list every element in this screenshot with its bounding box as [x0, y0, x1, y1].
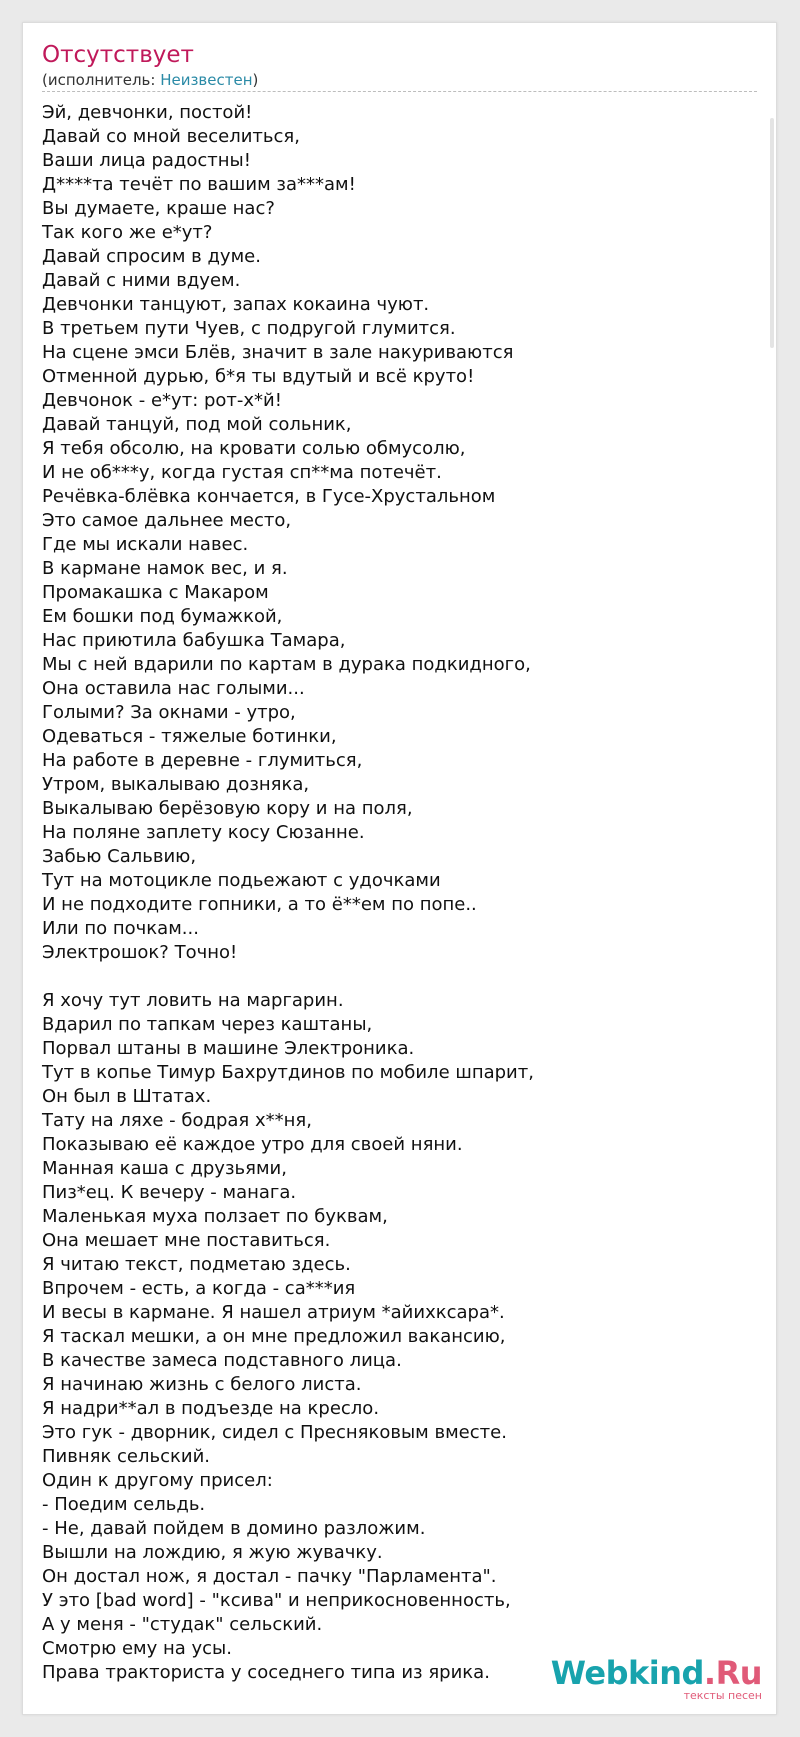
- lyric-line: Тут на мотоцикле подьежают с удочками: [42, 870, 441, 891]
- lyric-line: Нас приютила бабушка Тамара,: [42, 630, 346, 651]
- lyric-line: Давай со мной веселиться,: [42, 126, 300, 147]
- lyric-line: В качестве замеса подставного лица.: [42, 1350, 402, 1371]
- lyric-line: И не об***у, когда густая сп**ма потечёт.: [42, 462, 442, 483]
- lyric-line: Утром, выкалываю дозняка,: [42, 774, 310, 795]
- lyrics-card: [22, 22, 777, 1715]
- logo-brand-tld: .Ru: [703, 1654, 762, 1692]
- performer-link[interactable]: Неизвестен: [160, 71, 253, 89]
- lyric-line: Давай с ними вдуем.: [42, 270, 241, 291]
- lyric-line: А у меня - "студак" сельский.: [42, 1614, 323, 1635]
- performer-suffix: ): [252, 71, 259, 89]
- lyric-line: В кармане намок вес, и я.: [42, 558, 288, 579]
- lyric-line: Давай танцуй, под мой сольник,: [42, 414, 352, 435]
- lyric-line: Она мешает мне поставиться.: [42, 1230, 331, 1251]
- lyric-line: Я тебя обсолю, на кровати солью обмусолю,: [42, 438, 466, 459]
- logo-tagline: тексты песен: [683, 1689, 762, 1702]
- logo-brand: [551, 1654, 762, 1692]
- logo-brand-main: Webkind: [550, 1654, 704, 1692]
- lyric-line: Забью Сальвию,: [42, 846, 197, 867]
- title-divider: [42, 91, 757, 92]
- lyric-line: И не подходите гопники, а то ё**ем по попе..: [42, 894, 477, 915]
- lyric-line: Промакашка с Макаром: [42, 582, 269, 603]
- lyric-line: Я надри**ал в подъезде на кресло.: [42, 1398, 380, 1419]
- lyric-line: Я таскал мешки, а он мне предложил вакансию,: [42, 1326, 506, 1347]
- lyric-line: Д****та течёт по вашим за***ам!: [42, 174, 356, 195]
- lyric-line: Она оставила нас голыми...: [42, 678, 305, 699]
- lyric-line: Или по почкам...: [42, 918, 199, 939]
- lyric-line: Отменной дурью, б*я ты вдутый и всё круто!: [42, 366, 475, 387]
- lyric-line: Девчонки танцуют, запах кокаина чуют.: [42, 294, 430, 315]
- lyric-line: Он достал нож, я достал - пачку "Парламента".: [42, 1566, 497, 1587]
- lyric-line: Ем бошки под бумажкой,: [42, 606, 283, 627]
- lyric-line: Тут в копье Тимур Бахрутдинов по мобиле шпарит,: [42, 1062, 534, 1083]
- lyric-line: Выкалываю берёзовую кору и на поля,: [42, 798, 413, 819]
- lyric-line: Где мы искали навес.: [42, 534, 249, 555]
- lyric-line: Девчонок - е*ут: рот-х*й!: [42, 390, 282, 411]
- lyric-line: Это гук - дворник, сидел с Пресняковым вместе.: [42, 1422, 507, 1443]
- lyric-line: Пивняк сельский.: [42, 1446, 211, 1467]
- lyrics-text: [42, 101, 757, 1685]
- lyric-line: У это [bad word] - "ксива" и неприкосновенность,: [42, 1590, 511, 1611]
- lyric-line: - Поедим сельдь.: [42, 1494, 206, 1515]
- lyric-line: Права тракториста у соседнего типа из ярика.: [42, 1662, 490, 1683]
- lyric-line: Я читаю текст, подметаю здесь.: [42, 1254, 351, 1275]
- lyric-line: Маленькая муха ползает по буквам,: [42, 1206, 388, 1227]
- lyric-line: Это самое дальнее место,: [42, 510, 292, 531]
- lyric-line: Мы с ней вдарили по картам в дурака подкидного,: [42, 654, 531, 675]
- lyric-line: На работе в деревне - глумиться,: [42, 750, 363, 771]
- lyric-line: Речёвка-блёвка кончается, в Гусе-Хрустальном: [42, 486, 496, 507]
- site-logo[interactable]: [550, 1654, 762, 1704]
- lyric-line: Тату на ляхе - бодрая х**ня,: [42, 1110, 312, 1131]
- lyric-line: Электрошок? Точно!: [42, 942, 238, 963]
- lyric-line: Голыми? За окнами - утро,: [42, 702, 296, 723]
- scroll-indicator: [770, 118, 774, 348]
- lyric-line: Эй, девчонки, постой!: [42, 102, 253, 123]
- lyric-line: Одеваться - тяжелые ботинки,: [42, 726, 337, 747]
- lyric-line: Манная каша с друзьями,: [42, 1158, 287, 1179]
- lyric-line: Порвал штаны в машине Электроника.: [42, 1038, 415, 1059]
- lyric-line: Впрочем - есть, а когда - са***ия: [42, 1278, 356, 1299]
- lyric-line: Я начинаю жизнь с белого листа.: [42, 1374, 362, 1395]
- lyric-line: В третьем пути Чуев, с подругой глумится.: [42, 318, 456, 339]
- performer-prefix: (исполнитель:: [42, 71, 161, 89]
- lyric-line: Я хочу тут ловить на маргарин.: [42, 990, 344, 1011]
- lyric-line: [42, 965, 757, 989]
- lyric-line: Пиз*ец. К вечеру - манага.: [42, 1182, 297, 1203]
- song-title: Отсутствует: [42, 42, 194, 68]
- lyric-line: Вышли на лождию, я жую жувачку.: [42, 1542, 383, 1563]
- lyric-line: Смотрю ему на усы.: [42, 1638, 232, 1659]
- lyric-line: - Не, давай пойдем в домино разложим.: [42, 1518, 426, 1539]
- lyric-line: И весы в кармане. Я нашел атриум *айихксара*.: [42, 1302, 505, 1323]
- lyric-line: На поляне заплету косу Сюзанне.: [42, 822, 365, 843]
- lyric-line: Вы думаете, краше нас?: [42, 198, 275, 219]
- lyric-line: Показываю её каждое утро для своей няни.: [42, 1134, 463, 1155]
- lyric-line: На сцене эмси Блёв, значит в зале накуриваются: [42, 342, 514, 363]
- performer-line: [42, 71, 258, 89]
- lyric-line: Ваши лица радостны!: [42, 150, 251, 171]
- lyric-line: Один к другому присел:: [42, 1470, 273, 1491]
- lyric-line: Он был в Штатах.: [42, 1086, 212, 1107]
- lyric-line: Вдарил по тапкам через каштаны,: [42, 1014, 373, 1035]
- lyric-line: Давай спросим в думе.: [42, 246, 261, 267]
- lyric-line: Так кого же е*ут?: [42, 222, 213, 243]
